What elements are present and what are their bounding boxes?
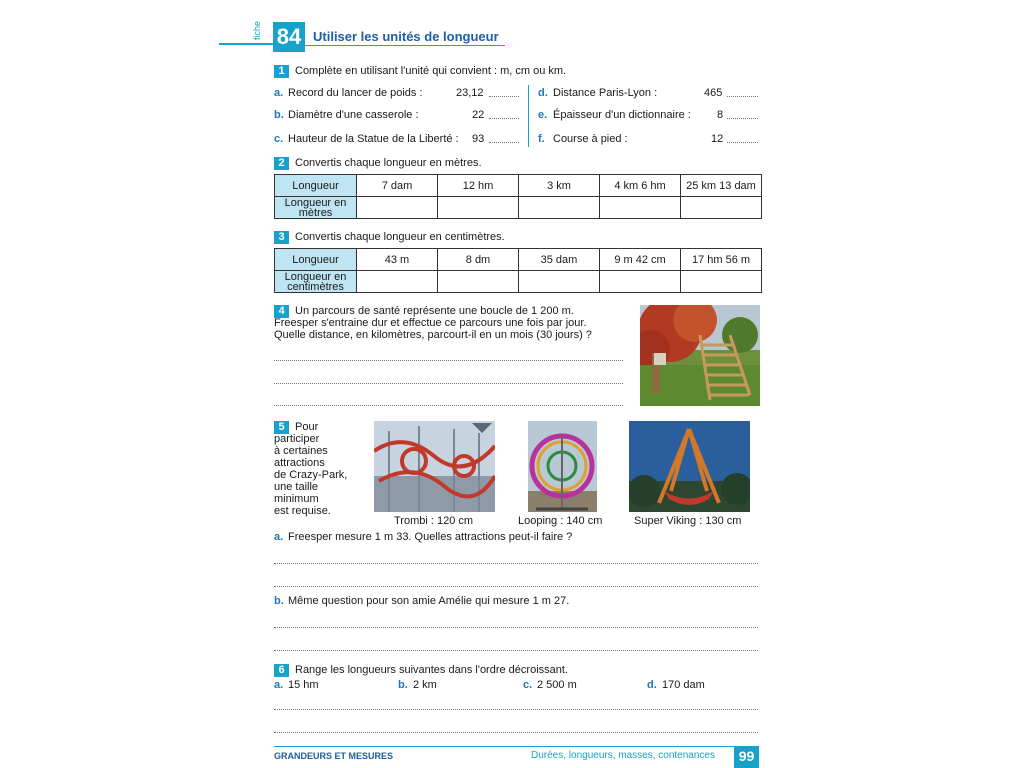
table-cell: 17 hm 56 m (681, 249, 762, 271)
ex5-intro-line: à certaines (274, 445, 328, 457)
table-cell: 25 km 13 dam (681, 175, 762, 197)
exercise-1-instruction: Complète en utilisant l'unité qui convient : m, cm ou km. (295, 65, 567, 77)
ex5-intro-line: est requise. (274, 505, 331, 517)
ex1-item-letter: d. (538, 87, 548, 99)
answer-cell[interactable] (519, 271, 600, 293)
ex1-answer-blank[interactable] (727, 142, 758, 143)
answer-cell[interactable] (357, 271, 438, 293)
ex1-item-text: Distance Paris-Lyon : (553, 87, 658, 99)
ex4-answer-line[interactable] (274, 383, 623, 384)
table-cell: 7 dam (357, 175, 438, 197)
ex1-item-value: 8 (717, 109, 724, 121)
ex6-item-letter: b. (398, 679, 408, 691)
table-header-cell: Longueur en mètres (275, 197, 357, 219)
ex5-question-b-text: Même question pour son amie Amélie qui mesure 1 m 27. (288, 595, 570, 607)
ex1-item-text: Record du lancer de poids : (288, 87, 423, 99)
ex5-question-b-letter: b. (274, 595, 284, 607)
ex5-intro-line: attractions (274, 457, 325, 469)
answer-cell[interactable] (438, 197, 519, 219)
exercise-6-instruction: Range les longueurs suivantes dans l'ordre décroissant. (295, 664, 568, 676)
table-row (275, 271, 762, 293)
answer-cell[interactable] (681, 197, 762, 219)
table-cell: 43 m (357, 249, 438, 271)
ex1-item-value: 22 (472, 109, 485, 121)
ex4-text-line-3: Quelle distance, en kilomètres, parcourt-il en un mois (30 jours) ? (274, 329, 592, 341)
ex1-item-value: 465 (704, 87, 723, 99)
ex5a-answer-line[interactable] (274, 563, 758, 564)
looping-ride-photo (528, 421, 597, 512)
ex5-intro-line: Pour (295, 421, 319, 433)
exercise-3-number: 3 (274, 231, 289, 244)
fitness-course-photo (640, 305, 760, 406)
table-cell: 35 dam (519, 249, 600, 271)
answer-cell[interactable] (519, 197, 600, 219)
ex3-conversion-table (274, 248, 762, 293)
exercise-2-instruction: Convertis chaque longueur en mètres. (295, 157, 482, 169)
header-rule (219, 43, 273, 45)
answer-cell[interactable] (357, 197, 438, 219)
ex1-item-letter: f. (538, 133, 545, 145)
ex1-separator (528, 85, 529, 147)
ex5-intro-line: de Crazy-Park, (274, 469, 348, 481)
ex6-item-letter: a. (274, 679, 284, 691)
ex5b-answer-line[interactable] (274, 627, 758, 628)
ex1-answer-blank[interactable] (727, 118, 758, 119)
ex6-item-letter: d. (647, 679, 657, 691)
ex6-answer-line[interactable] (274, 732, 758, 733)
ex1-item-letter: e. (538, 109, 548, 121)
exercise-6-number: 6 (274, 664, 289, 677)
ex6-item-letter: c. (523, 679, 533, 691)
ex5a-answer-line[interactable] (274, 586, 758, 587)
table-cell: 9 m 42 cm (600, 249, 681, 271)
table-header-cell: Longueur (275, 249, 357, 271)
ex4-text-line-2: Freesper s'entraine dur et effectue ce parcours une fois par jour. (274, 317, 587, 329)
ex5-question-a-letter: a. (274, 531, 284, 543)
ex1-answer-blank[interactable] (727, 96, 758, 97)
answer-cell[interactable] (600, 271, 681, 293)
ex1-item-value: 12 (711, 133, 724, 145)
ex1-item-letter: c. (274, 133, 284, 145)
ex4-answer-line[interactable] (274, 405, 623, 406)
trombi-caption: Trombi : 120 cm (394, 515, 474, 527)
exercise-2-number: 2 (274, 157, 289, 170)
ex1-item-value: 93 (472, 133, 485, 145)
ex6-item-value: 170 dam (662, 679, 705, 691)
exercise-5-number: 5 (274, 421, 289, 434)
ex2-conversion-table (274, 174, 762, 219)
ex1-item-letter: a. (274, 87, 284, 99)
looping-caption: Looping : 140 cm (518, 515, 603, 527)
ex1-item-text: Diamètre d'une casserole : (288, 109, 419, 121)
table-cell: 12 hm (438, 175, 519, 197)
footer-section-label: GRANDEURS ET MESURES (274, 751, 394, 761)
fiche-number: 84 (276, 24, 302, 49)
ex1-item-text: Hauteur de la Statue de la Liberté : (288, 133, 459, 145)
table-cell: 3 km (519, 175, 600, 197)
ex1-item-letter: b. (274, 109, 284, 121)
answer-cell[interactable] (438, 271, 519, 293)
super-viking-ride-photo (629, 421, 750, 512)
ex6-answer-line[interactable] (274, 709, 758, 710)
ex5-intro-line: participer (274, 433, 320, 445)
answer-cell[interactable] (681, 271, 762, 293)
ex5-question-a-text: Freesper mesure 1 m 33. Quelles attractions peut-il faire ? (288, 531, 573, 543)
table-row (275, 175, 762, 197)
page-number: 99 (738, 748, 755, 764)
page-title: Utiliser les unités de longueur (313, 29, 499, 44)
footer-rule (274, 746, 758, 747)
footer-chapter-label: Durées, longueurs, masses, contenances (531, 750, 715, 761)
table-row (275, 249, 762, 271)
ex1-item-text: Course à pied : (553, 133, 628, 145)
table-cell: 4 km 6 hm (600, 175, 681, 197)
exercise-3-instruction: Convertis chaque longueur en centimètres. (295, 231, 505, 243)
trombi-ride-photo (374, 421, 495, 512)
super-viking-caption: Super Viking : 130 cm (634, 515, 742, 527)
ex5b-answer-line[interactable] (274, 650, 758, 651)
ex1-answer-blank[interactable] (489, 118, 519, 119)
table-header-cell: Longueur en centimètres (275, 271, 357, 293)
ex1-item-text: Épaisseur d'un dictionnaire : (553, 109, 691, 121)
table-header-cell: Longueur (275, 175, 357, 197)
header-rule-right (305, 45, 505, 46)
ex4-answer-line[interactable] (274, 360, 623, 361)
ex6-item-value: 2 500 m (537, 679, 577, 691)
ex1-item-value: 23,12 (456, 87, 484, 99)
ex1-answer-blank[interactable] (489, 96, 519, 97)
ex6-item-value: 15 hm (288, 679, 319, 691)
fiche-side-label: fiche (252, 20, 262, 40)
table-cell: 8 dm (438, 249, 519, 271)
ex5-intro-line: minimum (274, 493, 319, 505)
exercise-4-number: 4 (274, 305, 289, 318)
ex5-intro-line: une taille (274, 481, 319, 493)
exercise-1-number: 1 (274, 65, 289, 78)
table-row (275, 197, 762, 219)
ex6-item-value: 2 km (413, 679, 437, 691)
answer-cell[interactable] (600, 197, 681, 219)
ex4-text-line-1: Un parcours de santé représente une boucle de 1 200 m. (295, 305, 574, 317)
ex1-answer-blank[interactable] (489, 142, 519, 143)
